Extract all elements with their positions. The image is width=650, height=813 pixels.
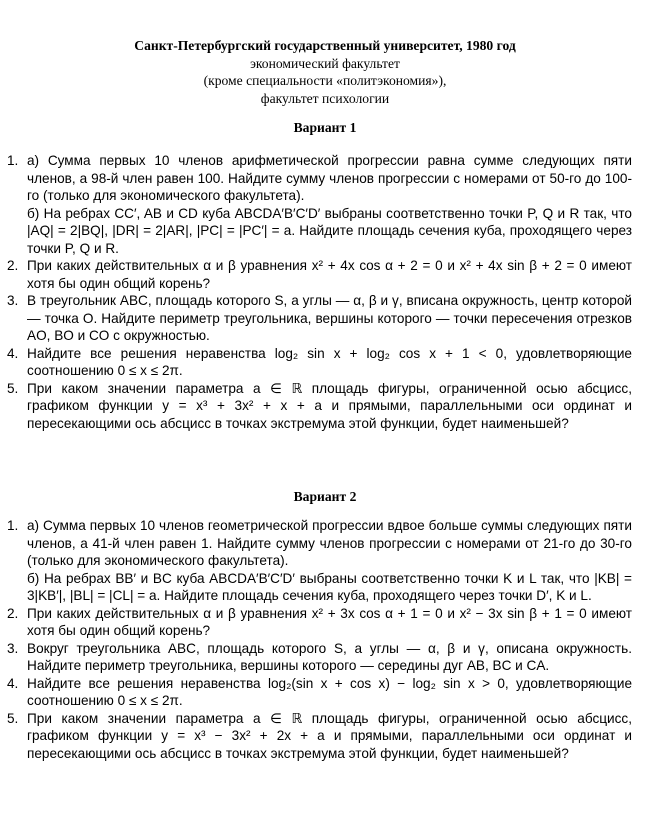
problem-text: Найдите все решения неравенства log₂ sin x + log₂ cos x + 1 < 0, удовлетворяющие соотношению 0 ≤ x ≤ 2π. [27,345,632,378]
variant-1-title: Вариант 1 [293,120,357,135]
problem-text: При каком значении параметра a ∈ ℝ площадь фигуры, ограниченной осью абсцисс, графиком функции y = x³ + 3x² + x + a и прямыми, параллельными оси ординат и пересекающими ось абсцисс в точках экстремума этой функции, будет наименьшей? [27,380,632,431]
variant-2-title: Вариант 2 [293,489,357,504]
problem-part-a: а) Сумма первых 10 членов арифметической прогрессии равна сумме следующих пяти членов, а 98-й член равен 100. Найдите сумму членов прогрессии с номерами от 50-го до 100-го (только для экономического факультета). [27,153,632,203]
problem-text: В треугольник ABC, площадь которого S, а углы — α, β и γ, вписана окружность, центр которой — точка O. Найдите периметр треугольника, вершины которого — точки пересечения отрезков AO, BO и CO с окружностью. [27,293,632,343]
faculty-line-2: факультет психологии [260,90,390,106]
variant-1-problems [0,152,632,432]
problem-part-b: б) На ребрах CC′, AB и CD куба ABCDA′B′C′D′ выбраны соответственно точки P, Q и R так, что |AQ| = 2|BQ|, |DR| = 2|AR|, |PC| = |PC′| = a. Найдите площадь сечения куба, проходящего через точки P, Q и R. [27,205,632,256]
problem-number: 2. [7,258,19,273]
problem-number: 3. [7,640,19,656]
problem-number: 3. [7,293,19,308]
variant-2-problems [0,517,632,762]
faculty-exception: (кроме специальности «политэкономия»), [203,73,447,88]
faculty-line-1: экономический факультет [250,55,400,71]
problem-number: 4. [7,345,19,361]
problem-item [7,605,632,640]
problem-item [7,345,632,380]
problem-part-a: а) Сумма первых 10 членов геометрической прогрессии вдвое больше суммы следующих пяти членов, а 41-й член равен 1. Найдите сумму членов прогрессии с номерами от 21-го до 30-го (только для экономического факультета). [27,518,632,568]
problem-item [7,675,632,710]
problem-number: 4. [7,675,19,691]
university-title: Санкт-Петербургский государственный университет, 1980 год [134,38,516,53]
problem-text: Вокруг треугольника ABC, площадь которого S, а углы — α, β и γ, описана окружность. Найдите периметр треугольника, вершины которого — середины дуг AB, BC и CA. [27,640,632,673]
problem-item [7,292,632,345]
problem-number: 2. [7,605,19,621]
problem-number: 5. [7,710,19,726]
problem-part-b: б) На ребрах BB′ и BC куба ABCDA′B′C′D′ выбраны соответственно точки K и L так, что |KB| = 3|KB′|, |BL| = |CL| = a. Найдите площадь сечения куба, проходящего через точки D′, K и L. [27,570,632,603]
problem-item [7,640,632,675]
problem-item [7,257,632,292]
problem-item [7,152,632,257]
problem-text: При каком значении параметра a ∈ ℝ площадь фигуры, ограниченной осью абсцисс, графиком функции y = x³ − 3x² + 2x + a и прямыми, параллельными оси ординат и пересекающими ось абсцисс в точках экстремума этой функции, будет наименьшей? [27,710,632,761]
problem-item [7,517,632,605]
problem-number: 5. [7,380,19,396]
problem-number: 1. [7,518,19,533]
problem-text: При каких действительных α и β уравнения x² + 4x cos α + 2 = 0 и x² + 4x sin β + 2 = 0 имеют хотя бы один общий корень? [27,258,632,291]
problem-item [7,710,632,763]
problem-number: 1. [7,153,19,168]
problem-item [7,380,632,433]
problem-text: Найдите все решения неравенства log₂(sin x + cos x) − log₂ sin x > 0, удовлетворяющие соотношению 0 ≤ x ≤ 2π. [27,675,632,708]
problem-text: При каких действительных α и β уравнения x² + 3x cos α + 1 = 0 и x² − 3x sin β + 1 = 0 имеют хотя бы один общий корень? [27,605,632,638]
document-header [0,37,650,107]
